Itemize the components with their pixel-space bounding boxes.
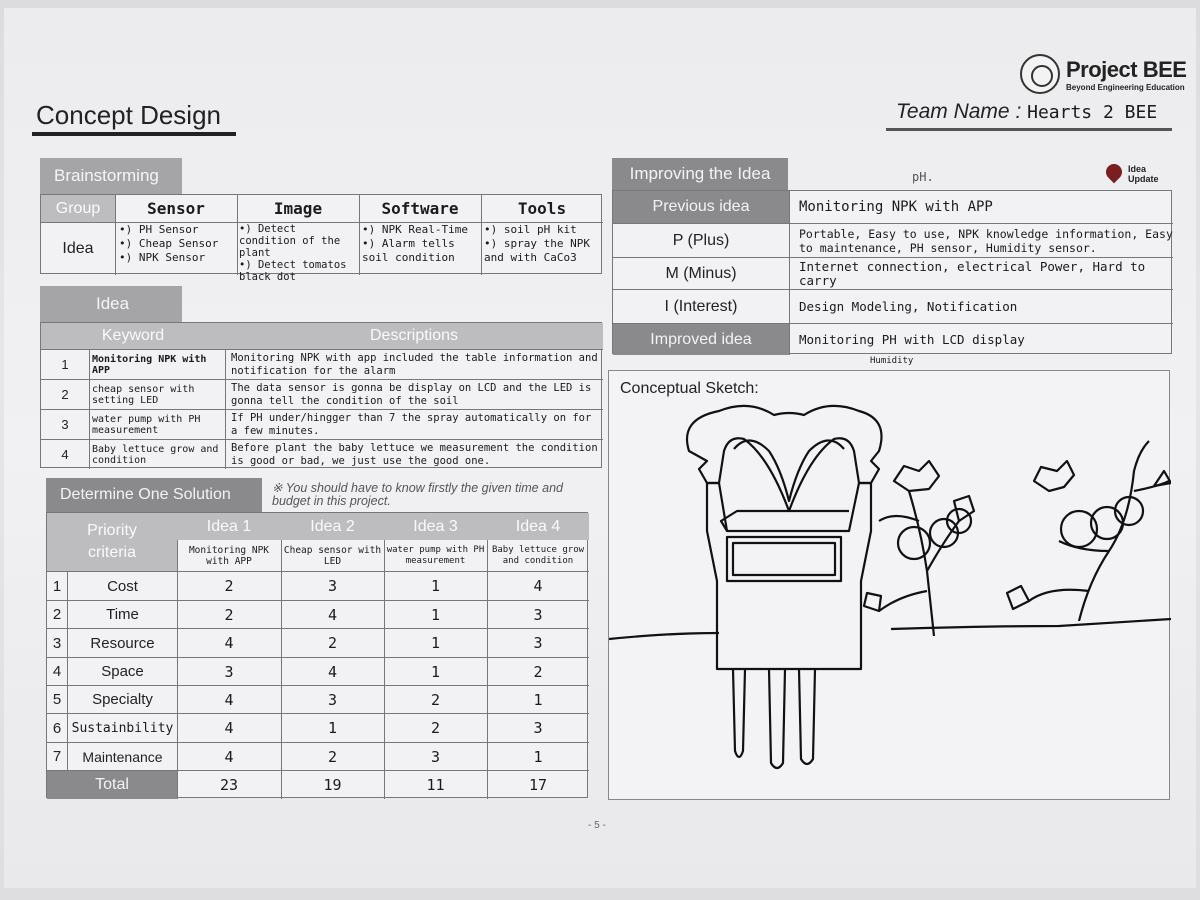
idea-4-name: Baby lettuce grow and condition: [491, 544, 585, 566]
score-cell: 3: [533, 634, 543, 652]
team-name-line: [896, 100, 1157, 124]
score-cell: 1: [327, 719, 338, 737]
sensor-item: •) PH Sensor: [119, 223, 199, 236]
interest-text: Design Modeling, Notification: [799, 298, 1018, 314]
improving-idea-table: [612, 190, 1172, 354]
idea-row-number: 4: [61, 447, 69, 462]
sensor-item: •) Cheap Sensor: [119, 237, 219, 250]
logo-subtitle: Beyond Engineering Education: [1066, 82, 1185, 92]
idea-label: Idea: [62, 239, 94, 257]
column-image: Image: [273, 199, 323, 218]
descriptions-header: Descriptions: [225, 323, 603, 349]
interest-label: I (Interest): [664, 297, 738, 315]
score-cell: 1: [533, 690, 543, 709]
column-software: Software: [381, 199, 459, 218]
software-item: •) NPK Real-Time: [362, 223, 468, 236]
idea-update-badge: [1128, 164, 1159, 184]
score-cell: 4: [224, 690, 234, 709]
team-name: Hearts 2 BEE: [1027, 102, 1158, 123]
score-cell: 2: [327, 634, 338, 652]
priority-criteria-header: Priority criteria: [47, 513, 177, 571]
bee-emblem-icon: [1020, 54, 1060, 94]
score-cell: 3: [327, 690, 338, 709]
score-cell: 3: [430, 747, 441, 766]
criteria-number: 2: [52, 606, 62, 623]
total-label: Total: [47, 771, 177, 799]
page-number: - 5 -: [588, 820, 606, 831]
previous-idea-text: Monitoring NPK with APP: [799, 199, 993, 215]
score-cell: 4: [533, 577, 543, 595]
image-items: [239, 223, 359, 283]
score-cell: 4: [224, 634, 234, 652]
idea-row-number: 3: [61, 417, 69, 432]
image-item: •) Detect tomatos black dot: [239, 259, 347, 283]
logo-title: Project BEE: [1066, 56, 1187, 82]
score-cell: 3: [224, 662, 234, 681]
brainstorming-table: [40, 194, 602, 283]
criteria-number: 6: [52, 719, 62, 737]
plus-text: Portable, Easy to use, NPK knowledge information, Easy to maintenance, PH sensor, Humidity sensor.: [799, 226, 1173, 255]
idea-1-name: Monitoring NPK with APP: [188, 544, 270, 567]
minus-text: Internet connection, electrical Power, Hard to carry: [799, 258, 1146, 288]
score-cell: 1: [430, 662, 441, 681]
improving-idea-header: Improving the Idea: [612, 158, 788, 190]
criteria-name: Cost: [107, 577, 138, 595]
score-cell: 2: [224, 577, 234, 595]
minus-label: M (Minus): [665, 264, 737, 282]
humidity-note: Humidity: [870, 356, 914, 366]
software-item: •) Alarm tells soil condition: [362, 237, 455, 264]
score-cell: 2: [327, 747, 338, 766]
title-underline: [32, 132, 236, 136]
team-label: Team Name :: [896, 100, 1022, 123]
score-cell: 4: [327, 662, 338, 681]
column-tools: Tools: [517, 199, 567, 218]
total-cell: 19: [323, 776, 342, 794]
score-cell: 4: [224, 747, 234, 766]
sensor-item: •) NPK Sensor: [119, 251, 206, 264]
total-cell: 11: [426, 776, 445, 794]
idea-row-number: 1: [61, 357, 69, 372]
score-cell: 1: [533, 747, 543, 766]
score-cell: 3: [533, 605, 543, 624]
idea-row-keyword: Baby lettuce grow and condition: [92, 443, 219, 466]
idea-row-keyword: water pump with PH measurement: [92, 413, 201, 436]
brainstorming-header: Brainstorming: [40, 158, 182, 194]
team-underline: [886, 128, 1172, 131]
idea-header: Idea: [40, 286, 182, 322]
criteria-name: Specialty: [92, 691, 153, 708]
keyword-header: Keyword: [41, 323, 225, 349]
criteria-name: Sustainbility: [71, 720, 174, 736]
project-bee-logo: [1020, 54, 1186, 94]
image-item: •) Detect condition of the plant: [239, 223, 341, 259]
criteria-number: 3: [52, 634, 62, 652]
idea-row-description: Monitoring NPK with app included the table information and notification for the alarm: [231, 351, 598, 377]
score-cell: 2: [430, 690, 441, 709]
idea-row-number: 2: [61, 387, 69, 402]
idea-row-description: If PH under/hingger than 7 the spray automatically on for a few minutes.: [231, 411, 592, 437]
conceptual-sketch-box: [608, 370, 1170, 800]
determine-solution-header: Determine One Solution: [46, 478, 262, 512]
criteria-name: Resource: [90, 634, 155, 652]
score-cell: 2: [533, 662, 543, 681]
ph-note: pH.: [912, 170, 934, 184]
score-cell: 1: [430, 605, 441, 624]
criteria-number: 1: [52, 577, 62, 595]
idea-update-line1: Idea: [1128, 164, 1147, 174]
tools-item: •) soil pH kit: [484, 223, 577, 236]
score-cell: 2: [430, 719, 441, 737]
idea-3-header: Idea 3: [384, 513, 487, 540]
score-cell: 4: [327, 605, 338, 624]
criteria-name: Maintenance: [82, 748, 163, 765]
determine-table: [46, 512, 588, 798]
tools-item: •) spray the NPK and with CaCo3: [484, 237, 590, 264]
group-label: Group: [41, 195, 115, 222]
criteria-name: Time: [106, 606, 139, 623]
score-cell: 4: [224, 719, 234, 737]
tools-items: [484, 223, 602, 265]
idea-2-header: Idea 2: [281, 513, 384, 540]
idea-row-description: Before plant the baby lettuce we measurement the condition is good or bad, we just use the good one.: [231, 441, 598, 467]
sensor-items: [119, 223, 237, 265]
conceptual-sketch-label: Conceptual Sketch:: [620, 380, 759, 397]
criteria-number: 4: [52, 663, 62, 680]
idea-1-header: Idea 1: [177, 513, 281, 540]
improved-idea-text: Monitoring PH with LCD display: [799, 331, 1025, 347]
idea-3-name: water pump with PH measurement: [386, 544, 485, 566]
column-sensor: Sensor: [147, 199, 205, 218]
determine-note: ※ You should have to know firstly the given time and budget in this project.: [272, 481, 563, 508]
total-cell: 23: [219, 776, 239, 794]
score-cell: 2: [224, 605, 234, 624]
score-cell: 3: [327, 577, 338, 595]
page-title: Concept Design: [36, 100, 221, 130]
previous-idea-label: Previous idea: [613, 191, 789, 223]
score-cell: 1: [430, 577, 441, 595]
idea-row-keyword: Monitoring NPK with APP: [92, 353, 207, 376]
software-items: [362, 223, 480, 265]
score-cell: 1: [430, 634, 441, 652]
criteria-number: 5: [52, 691, 62, 708]
improved-idea-label: Improved idea: [613, 324, 789, 355]
idea-4-header: Idea 4: [487, 513, 589, 540]
idea-table: [40, 322, 602, 468]
score-cell: 3: [533, 719, 543, 737]
idea-2-name: Cheap sensor with LED: [283, 544, 382, 567]
idea-row-description: The data sensor is gonna be display on LCD and the LED is gonna tell the condition of the soil: [231, 381, 592, 407]
idea-update-line2: Update: [1128, 174, 1159, 184]
idea-row-keyword: cheap sensor with setting LED: [92, 383, 195, 406]
total-cell: 17: [528, 776, 548, 794]
criteria-number: 7: [52, 748, 62, 765]
plus-label: P (Plus): [672, 231, 730, 249]
device-sketch-drawing: [609, 371, 1171, 801]
criteria-name: Space: [101, 663, 144, 680]
